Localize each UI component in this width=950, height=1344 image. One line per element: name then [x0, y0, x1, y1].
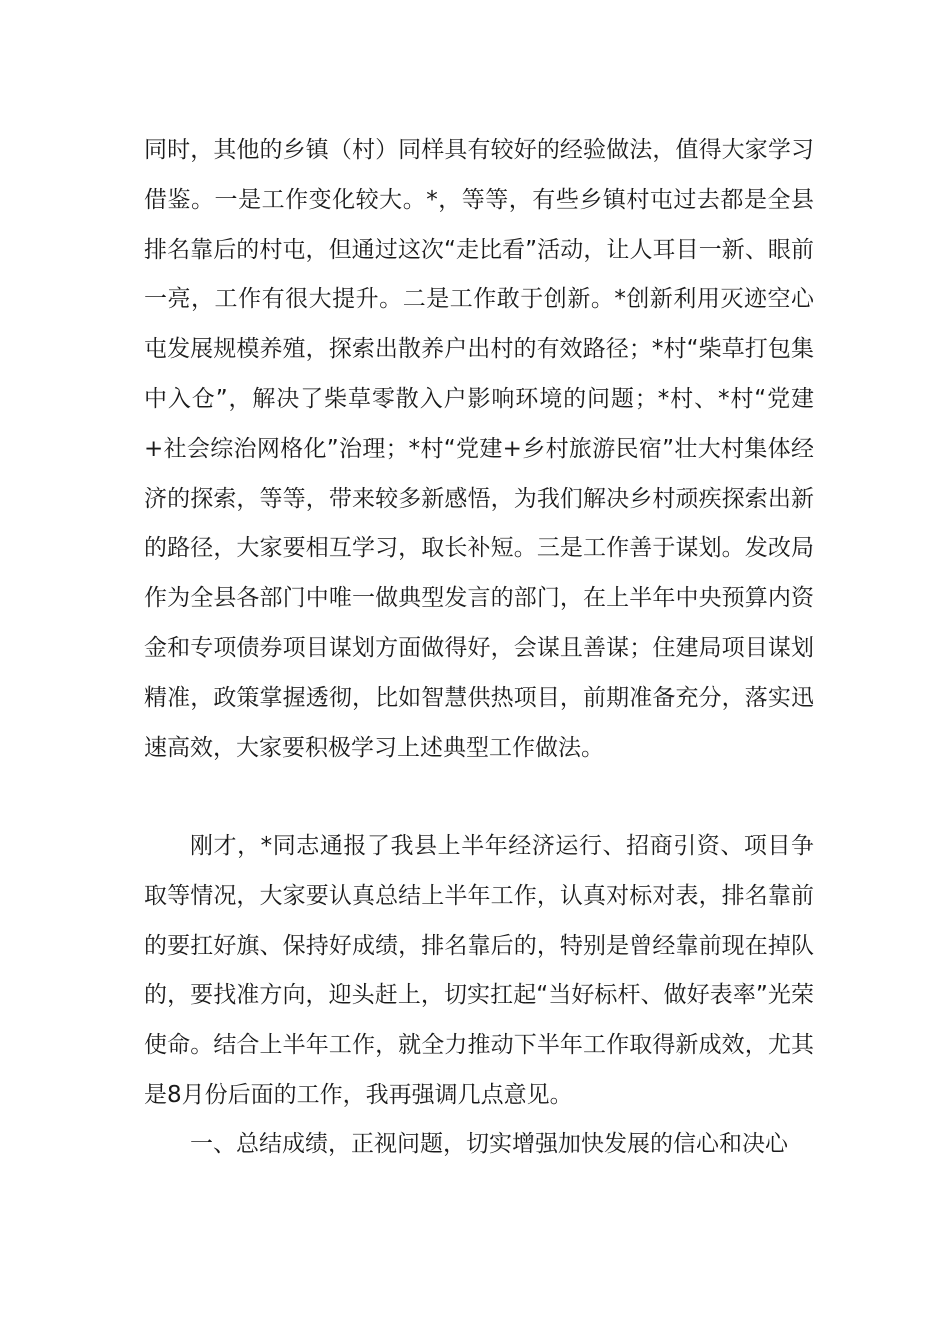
paragraph-report: 刚才，*同志通报了我县上半年经济运行、招商引资、项目争取等情况，大家要认真总结上半年工作，认真对标对表，排名靠前的要扛好旗、保持好成绩，排名靠后的，特别是曾经靠前现在掉队的，要找准方向，迎头赶上，切实扛起“当好标杆、做好表率”光荣使命。结合上半年工作，就全力推动下半年工作取得新成效，尤其是8月份后面的工作，我再强调几点意见。 [144, 833, 814, 1108]
paragraph-experience: 同时，其他的乡镇（村）同样具有较好的经验做法，值得大家学习借鉴。一是工作变化较大。*，等等，有些乡镇村屯过去都是全县排名靠后的村屯，但通过这次“走比看”活动，让人耳目一新、眼前一亮，工作有很大提升。二是工作敢于创新。*创新利用灭迹空心屯发展规模养殖，探索出散养户出村的有效路径；*村“柴草打包集中入仓”，解决了柴草零散入户影响环境的问题；*村、*村“党建+社会综治网格化”治理；*村“党建+乡村旅游民宿”壮大村集体经济的探索，等等，带来较多新感悟，为我们解决乡村顽疾探索出新的路径，大家要相互学习，取长补短。三是工作善于谋划。发改局作为全县各部门中唯一做典型发言的部门，在上半年中央预算内资金和专项债券项目谋划方面做得好，会谋且善谋；住建局项目谋划精准，政策掌握透彻，比如智慧供热项目，前期准备充分，落实迅速高效，大家要积极学习上述典型工作做法。 [144, 137, 814, 761]
section-heading-1: 一、总结成绩，正视问题，切实增强加快发展的信心和决心 [190, 1131, 788, 1157]
